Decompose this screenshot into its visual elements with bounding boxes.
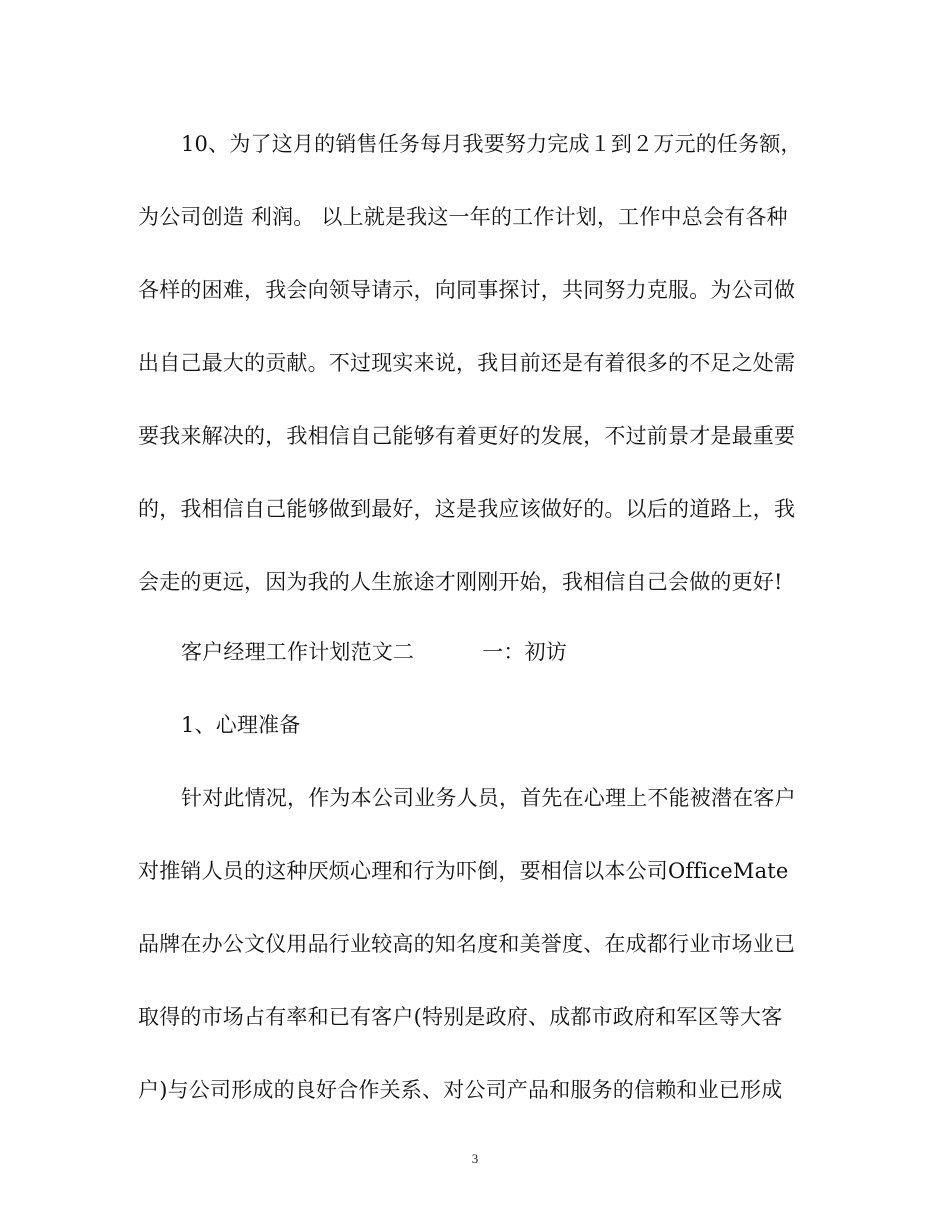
paragraph-line: 10、为了这月的销售任务每月我要努力完成１到２万元的任务额， xyxy=(181,132,802,156)
paragraph-line: 品牌在办公文仪用品行业较高的知名度和美誉度、在成都行业市场业已 xyxy=(138,932,796,956)
paragraph-line: 对推销人员的这种厌烦心理和行为吓倒，要相信以本公司OfficeMate xyxy=(138,859,789,883)
page-number: 3 xyxy=(471,1151,479,1166)
paragraph-line: 户)与公司形成的良好合作关系、对公司产品和服务的信赖和业已形成 xyxy=(138,1078,783,1102)
paragraph-line: 的，我相信自己能够做到最好，这是我应该做好的。以后的道路上，我 xyxy=(138,497,796,521)
paragraph-line: 各样的困难，我会向领导请示，向同事探讨，共同努力克服。为公司做 xyxy=(138,278,796,302)
heading-title: 客户经理工作计划范文二 xyxy=(181,640,415,664)
paragraph-line: 会走的更远，因为我的人生旅途才刚刚开始，我相信自己会做的更好! xyxy=(138,570,783,594)
paragraph-line: 出自己最大的贡献。不过现实来说，我目前还是有着很多的不足之处需 xyxy=(138,351,796,375)
paragraph-line: 针对此情况，作为本公司业务人员，首先在心理上不能被潜在客户 xyxy=(181,786,796,810)
section-heading xyxy=(181,637,950,667)
subheading: 1、心理准备 xyxy=(181,713,301,737)
heading-subtitle: 一：初访 xyxy=(482,640,568,664)
paragraph-line: 为公司创造 利润。 以上就是我这一年的工作计划，工作中总会有各种 xyxy=(138,205,788,229)
paragraph-line: 要我来解决的，我相信自己能够有着更好的发展，不过前景才是最重要 xyxy=(138,424,796,448)
paragraph-line: 取得的市场占有率和已有客户(特别是政府、成都市政府和军区等大客 xyxy=(138,1005,783,1029)
